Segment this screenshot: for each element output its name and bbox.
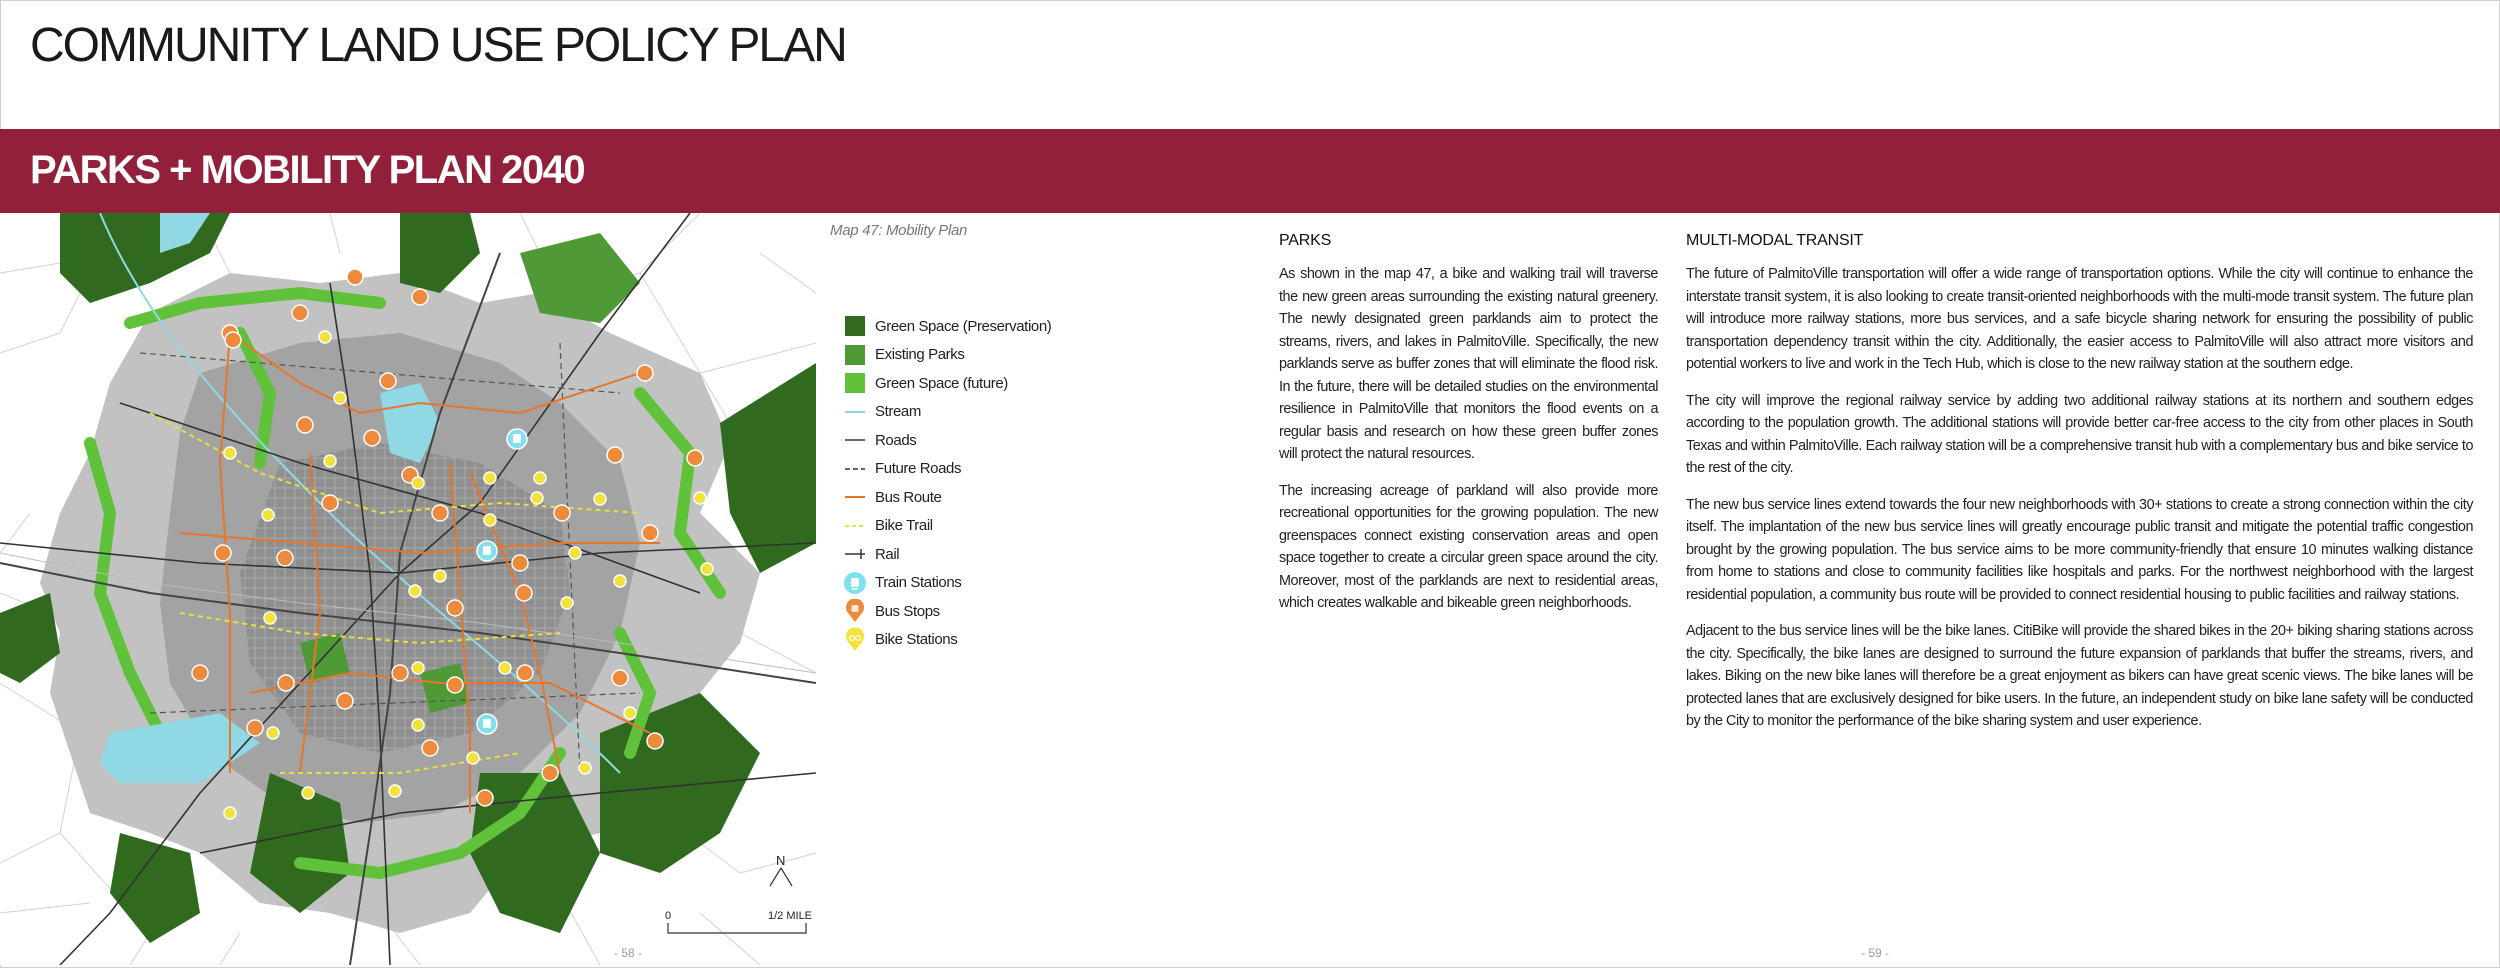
document-title: COMMUNITY LAND USE POLICY PLAN (30, 19, 846, 72)
parks-heading: PARKS (1279, 232, 1332, 249)
legend-item-existing-parks (843, 341, 1083, 370)
square-dark-green-icon (843, 314, 867, 338)
legend-label: Bus Stops (875, 602, 940, 620)
legend-label: Train Stations (875, 574, 962, 592)
legend-label: Bike Trail (875, 517, 933, 535)
legend-label: Green Space (Preservation) (875, 317, 1052, 335)
banner-title: PARKS + MOBILITY PLAN 2040 (30, 148, 585, 192)
train-pin-icon (843, 571, 867, 595)
legend-item-future-roads (843, 455, 1083, 484)
transit-paragraph: Adjacent to the bus service lines will be the bike lanes. CitiBike will provide the shared bikes in the 20+ biking sharing stations across the city. Specifically, the bike lanes are designed to surround the future expansion of parklands that buffer the streams, rivers, and lakes. Biking on the new bike lanes will therefore be a great enjoyment as bikers can have great scenic views. The bike lanes will be protected lanes that are exclusively designed for bike users. In the future, an independent study on bike lane safety will be conducted by the City to monitor the performance of the bike sharing system and user experience. (1686, 623, 2473, 729)
transit-paragraph: The new bus service lines extend towards the four new neighborhoods with 30+ stations to create a strong connection within the city itself. The implantation of the new bus service lines will greatly encourage public transit and mitigate the potential traffic congestion brought by the growing population. The bus service aims to be more community-friendly that ensure 10 minutes walking distance from home to stations and close to community facilities like hospitals and parks. For the northwest neighborhood with the largest residential population, a community bus route will be provided to connect residential housing to public facilities and railway stations. (1686, 496, 2473, 603)
scale-end: 1/2 MILE (768, 910, 813, 922)
page-number-left: - 58 - (614, 946, 643, 960)
line-light-blue-icon (843, 400, 867, 424)
parks-text (1279, 263, 1658, 629)
legend-item-green-future (843, 369, 1083, 398)
transit-text (1686, 263, 2473, 747)
legend-label: Future Roads (875, 460, 962, 478)
legend-item-bike-stations (843, 626, 1083, 655)
map-caption: Map 47: Mobility Plan (830, 222, 968, 239)
square-green-icon (843, 343, 867, 367)
legend-label: Roads (875, 431, 917, 449)
legend-label: Stream (875, 403, 921, 421)
bike-pin-icon (843, 628, 867, 652)
section-banner (0, 129, 2500, 213)
transit-paragraph: The future of PalmitoVille transportation will offer a wide range of transportation options. While the city will continue to enhance the interstate transit system, it is also looking to create transit-oriented neighborhoods with the multi-mode transit system. The future plan will introduce more railway stations, more bus services, and a safe bicycle sharing network for ensuring the possibility of public transportation dependency transit within the city. Additionally, the easier access to PalmitoVille will also attract more visitors and potential workers to live and work in the Tech Hub, which is close to the new railway station at the southern edge. (1686, 266, 2473, 372)
line-rail-icon (843, 542, 867, 566)
line-orange-icon (843, 485, 867, 509)
legend-item-bus-route (843, 483, 1083, 512)
north-label: N (776, 853, 786, 868)
mobility-map (0, 213, 816, 965)
page-number-right: - 59 - (1861, 946, 1890, 960)
square-light-green-icon (843, 371, 867, 395)
legend-item-rail (843, 540, 1083, 569)
legend-label: Bike Stations (875, 631, 958, 649)
bus-pin-icon (843, 599, 867, 623)
legend-item-bike-trail (843, 512, 1083, 541)
legend-label: Bus Route (875, 488, 942, 506)
line-yellow-dashed-icon (843, 514, 867, 538)
parks-paragraph: As shown in the map 47, a bike and walking trail will traverse the new green areas surrounding the existing natural greenery. The newly designated green parklands aim to protect the streams, rivers, and lakes in PalmitoVille. Specifically, the new parklands serve as buffer zones that will eliminate the flood risk. In the future, there will be detailed studies on the environmental resilience in PalmitoVille that monitors the flood events on a regular basis and research on how these green buffer zones will protect the natural resources. (1279, 266, 1658, 462)
legend-item-green-preservation (843, 312, 1083, 341)
transit-paragraph: The city will improve the regional railway service by adding two additional railway stations at its northern and southern edges according to the population growth. The additional stations will provide better car-free access to the city from other places in South Texas and within PalmitoVille. Each railway station will be a comprehensive transit hub with a complementary bus and bike service to the rest of the city. (1686, 392, 2473, 476)
parks-paragraph: The increasing acreage of parkland will also provide more recreational opportunities for the growing population. The new greenspaces connect existing conservation areas and open space together to create a circular green space around the city. Moreover, most of the parklands are next to residential areas, which creates walkable and bikeable green neighborhoods. (1279, 482, 1658, 611)
legend-label: Green Space (future) (875, 374, 1008, 392)
line-dashed-icon (843, 457, 867, 481)
legend-label: Existing Parks (875, 346, 965, 364)
legend-label: Rail (875, 545, 900, 563)
scale-start: 0 (665, 910, 672, 922)
transit-heading: MULTI-MODAL TRANSIT (1686, 232, 1864, 249)
legend-item-stream (843, 398, 1083, 427)
legend-item-train-stations (843, 569, 1083, 598)
map-legend (843, 312, 1083, 654)
legend-item-bus-stops (843, 597, 1083, 626)
legend-item-roads (843, 426, 1083, 455)
line-dark-icon (843, 428, 867, 452)
